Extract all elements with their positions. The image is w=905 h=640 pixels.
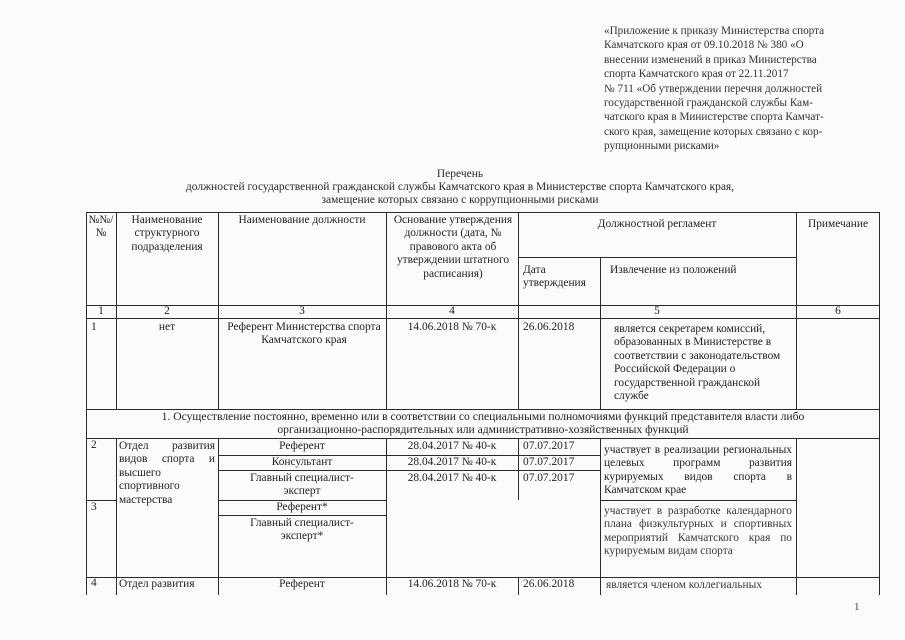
row2-date: 07.07.2017 <box>523 440 575 452</box>
appendix-line: государственной гражданской службы Кам- <box>604 97 813 110</box>
row3-position: Референт* <box>276 501 328 513</box>
row2-basis: 28.04.2017 № 40-к <box>407 456 497 468</box>
row4-position: Референт <box>279 578 325 590</box>
appendix-line: Камчатского края от 09.10.2018 № 380 «О <box>604 39 804 52</box>
row2-unit: Отдел развития видов спорта и высшего спортивного мастерства <box>119 440 215 506</box>
header-unit: Наименование структурного подразделения <box>131 214 203 253</box>
header-note: Примечание <box>807 218 869 230</box>
row2-basis: 28.04.2017 № 40-к <box>407 472 497 484</box>
title-heading: Перечень <box>436 168 484 180</box>
row1-num: 1 <box>91 321 97 333</box>
grid-line <box>218 515 386 516</box>
grid-line <box>600 438 601 595</box>
title-line-2: замещение которых связано с коррупционными рисками <box>321 194 599 206</box>
header-position: Наименование должности <box>238 214 366 226</box>
appendix-line: рупционными рисками» <box>604 140 720 153</box>
appendix-line: спорта Камчатского края от 22.11.2017 <box>604 68 789 81</box>
row1-position: Референт Министерства спорта Камчатского края <box>227 321 381 347</box>
appendix-line: «Приложение к приказу Министерства спорта <box>604 25 825 37</box>
row2-num: 2 <box>91 439 97 451</box>
row1-date: 26.06.2018 <box>523 321 575 333</box>
grid-line <box>600 500 796 501</box>
row2-date: 07.07.2017 <box>523 456 575 468</box>
row1-unit: нет <box>158 321 176 333</box>
row3-extract: участвует в разработке календарного плана физкультурных и спортивных мероприятий Камчатского края по курируемым видам спорта <box>604 505 792 558</box>
appendix-line: чатского края в Министерстве спорта Камчат- <box>604 111 824 124</box>
grid-line <box>796 438 797 595</box>
section-heading <box>88 410 878 437</box>
grid-line <box>518 257 796 258</box>
row1-basis: 14.06.2018 № 70-к <box>407 321 497 333</box>
col-number: 1 <box>98 305 104 317</box>
appendix-reference <box>604 24 876 154</box>
header-reglament: Должностной регламент <box>597 218 717 230</box>
row2-position: Консультант <box>271 456 333 468</box>
page-number: 1 <box>854 601 860 613</box>
row3-num: 3 <box>91 501 97 513</box>
row2-date: 07.07.2017 <box>523 472 575 484</box>
col-number: 4 <box>449 305 455 317</box>
grid-line <box>218 470 600 471</box>
col-number: 2 <box>164 305 170 317</box>
grid-line <box>518 438 519 500</box>
row4-extract: является членом коллегиальных <box>606 579 762 591</box>
grid-line <box>879 212 880 595</box>
col-number: 5 <box>654 305 660 317</box>
row4-unit: Отдел развития <box>119 578 195 590</box>
grid-line <box>86 212 87 595</box>
grid-line <box>116 212 117 409</box>
header-basis: Основание утверждения должности (дата, № правового акта об утверждении штатного расписания) <box>393 214 513 280</box>
row3-position: Главный специалист-эксперт* <box>250 517 354 543</box>
header-num: №№/ № <box>88 214 114 240</box>
row4-num: 4 <box>91 577 97 589</box>
grid-line <box>86 438 879 439</box>
row4-date: 26.06.2018 <box>523 578 575 590</box>
section-heading-line-1: 1. Осуществление постоянно, временно или в соответствии со специальными полномочиями функций представителя власти либо <box>161 410 805 423</box>
appendix-line: ского края, замещение которых связано с кор- <box>604 125 823 138</box>
grid-line <box>218 212 219 409</box>
grid-line <box>386 438 387 595</box>
grid-line <box>116 438 117 595</box>
grid-line <box>86 212 879 213</box>
row1-extract: является секретарем комиссий, образованных в Министерстве в соответствии с законодательством Российской Федерации о государственной гражданской службе <box>614 323 781 403</box>
grid-line <box>386 212 387 409</box>
grid-line <box>218 438 219 595</box>
row2-basis: 28.04.2017 № 40-к <box>407 440 497 452</box>
col-number: 3 <box>299 305 305 317</box>
grid-line <box>796 212 797 409</box>
row4-basis: 14.06.2018 № 70-к <box>407 578 497 590</box>
grid-line <box>518 212 519 409</box>
row2-position: Референт <box>279 440 325 452</box>
appendix-line: внесении изменений в приказ Министерства <box>604 53 817 66</box>
appendix-line: № 711 «Об утверждении перечня должностей <box>604 82 823 95</box>
grid-line <box>518 577 519 595</box>
document-title <box>110 168 810 207</box>
title-line-1: должностей государственной гражданской службы Камчатского края в Министерстве спорта Камчатского края, <box>185 181 735 193</box>
row2-position: Главный специалист-эксперт <box>250 472 354 498</box>
header-reg-date: Дата утверждения <box>523 264 586 290</box>
section-heading-line-2: организационно-распорядительных или административно-хозяйственных функций <box>277 423 689 437</box>
row2-extract: участвует в реализации региональных целевых программ развития курируемых видов спорта в Камчатском крае <box>604 444 792 497</box>
grid-line <box>600 257 601 409</box>
header-reg-extract: Извлечение из положений <box>610 264 737 276</box>
col-number: 6 <box>835 305 841 317</box>
